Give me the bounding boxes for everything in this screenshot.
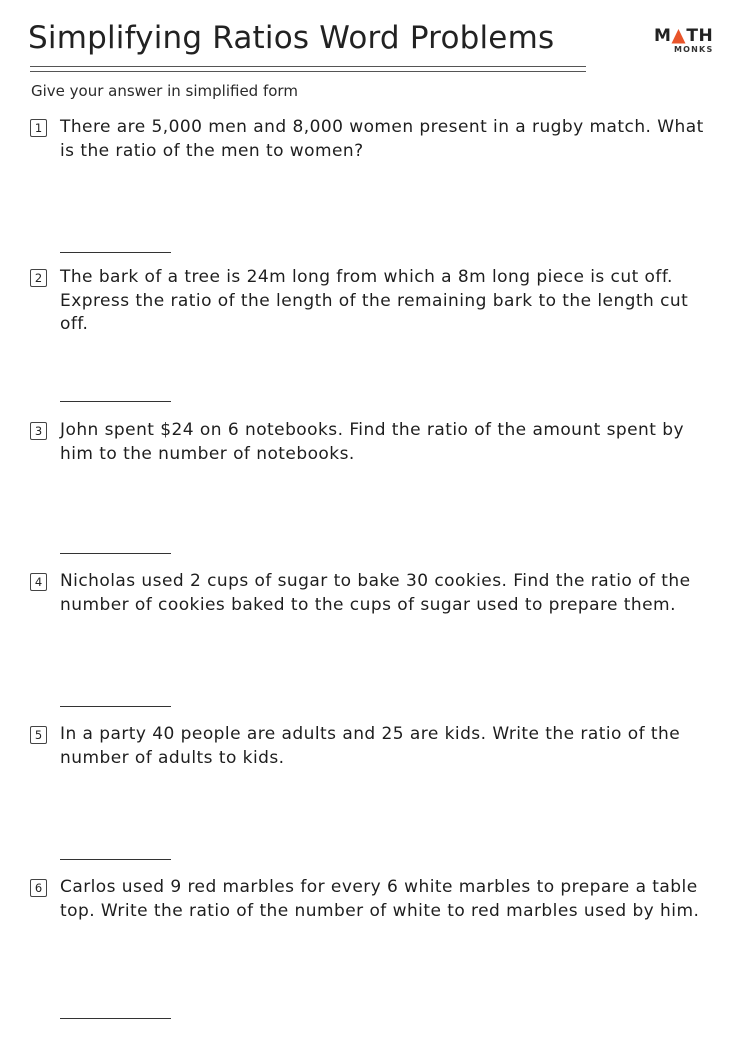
logo-wordmark	[654, 27, 713, 45]
question-number-badge: 3	[30, 422, 47, 440]
question-number-badge: 5	[30, 726, 47, 744]
question-number-badge: 2	[30, 269, 47, 287]
question-text: The bark of a tree is 24m long from which a 8m long piece is cut off. Express the ratio of the length of the remaining bark to the length cut off.	[60, 267, 689, 334]
question-text: There are 5,000 men and 8,000 women present in a rugby match. What is the ratio of the men to women?	[60, 117, 704, 161]
answer-line[interactable]	[60, 252, 171, 253]
logo-triangle-icon	[671, 28, 686, 44]
question-text: John spent $24 on 6 notebooks. Find the ratio of the amount spent by him to the number of notebooks.	[60, 420, 684, 464]
math-monks-logo	[654, 27, 718, 57]
question-number-badge: 6	[30, 879, 47, 897]
question-text: Carlos used 9 red marbles for every 6 white marbles to prepare a table top. Write the ratio of the number of white to red marbles used by him.	[60, 877, 700, 921]
question-number-badge: 1	[30, 119, 47, 137]
question-number-badge: 4	[30, 573, 47, 591]
answer-line[interactable]	[60, 553, 171, 554]
page-title: Simplifying Ratios Word Problems	[28, 20, 555, 56]
title-underline-top	[30, 66, 586, 67]
answer-line[interactable]	[60, 401, 171, 402]
answer-line[interactable]	[60, 1018, 171, 1019]
answer-line[interactable]	[60, 859, 171, 860]
logo-letters-th: TH	[686, 26, 714, 46]
logo-subtitle: MONKS	[674, 45, 714, 54]
answer-line[interactable]	[60, 706, 171, 707]
title-underline-bottom	[30, 71, 586, 72]
question-text: Nicholas used 2 cups of sugar to bake 30 cookies. Find the ratio of the number of cookies baked to the cups of sugar used to prepare them.	[60, 571, 691, 615]
instructions: Give your answer in simplified form	[31, 82, 298, 100]
question-text: In a party 40 people are adults and 25 are kids. Write the ratio of the number of adults to kids.	[60, 724, 681, 768]
logo-letter-m: M	[654, 26, 672, 46]
